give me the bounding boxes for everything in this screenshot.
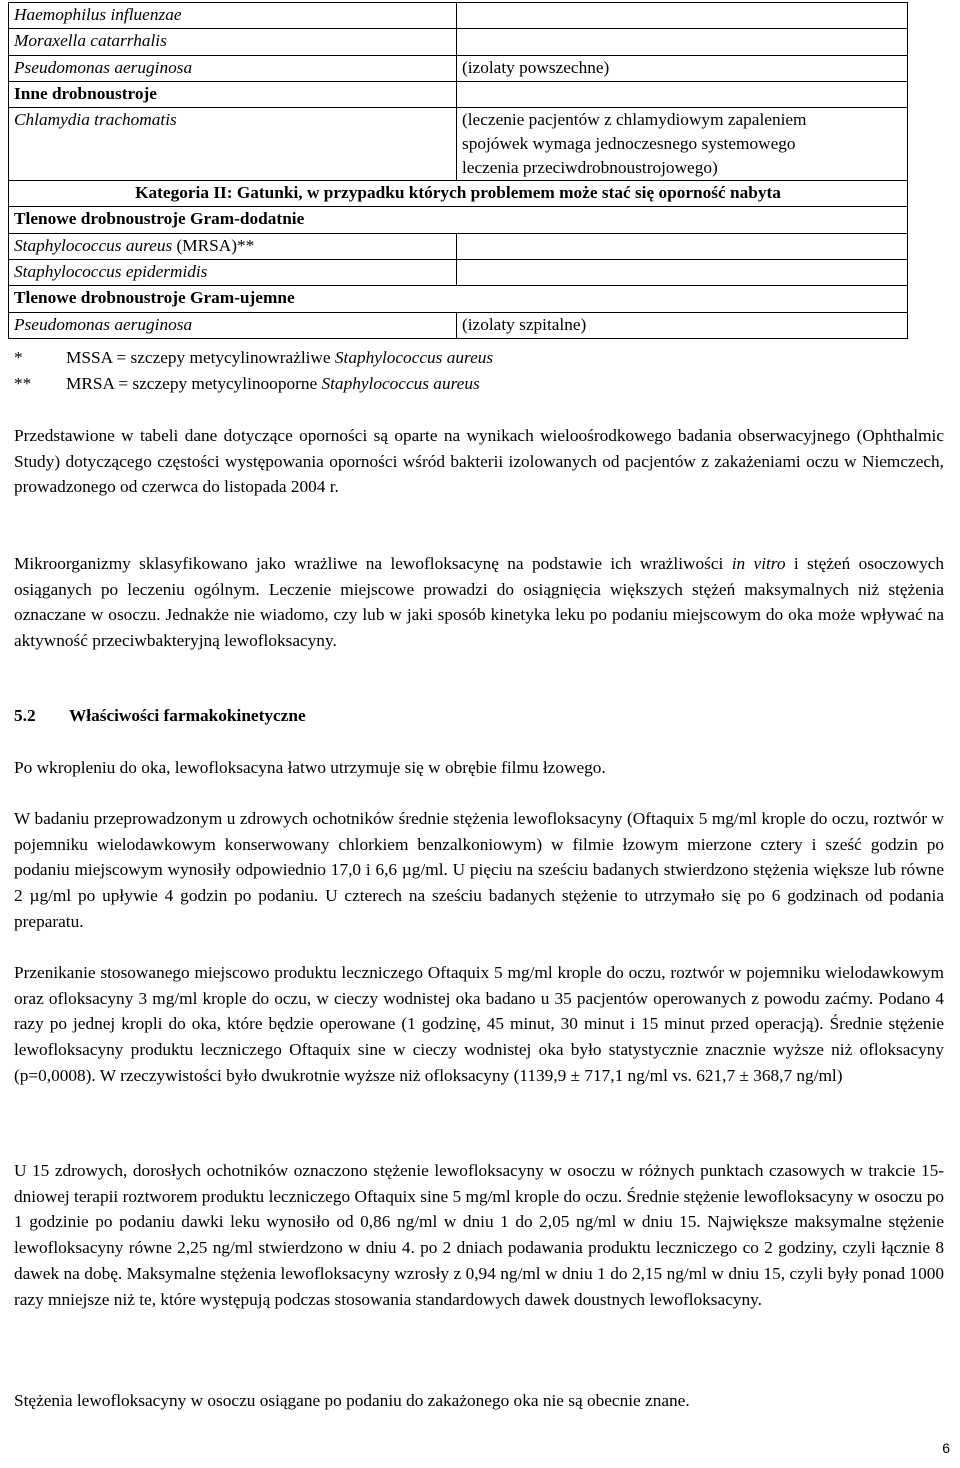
note-cell <box>457 108 908 181</box>
group-heading-cell: Inne drobnoustroje <box>9 81 457 107</box>
note-line: (leczenie pacjentów z chlamydiowym zapaleniem <box>462 110 807 130</box>
table-row <box>9 3 908 29</box>
section-title: Właściwości farmakokinetyczne <box>69 706 306 725</box>
paragraph: Przedstawione w tabeli dane dotyczące oporności są oparte na wynikach wieloośrodkowego badania obserwacyjnego (Ophthalmic Study) dotyczącego częstości występowania oporności wśród bakterii izolowanych od pacjentów z zakażeniami oczu w Niemczech, prowadzonego od czerwca do listopada 2004 r. <box>14 426 944 497</box>
paragraph: Stężenia lewofloksacyny w osoczu osiągane po podaniu do zakażonego oka nie są obecnie znane. <box>14 1391 690 1410</box>
species-suffix: (MRSA)** <box>172 235 255 255</box>
organism-cell: Chlamydia trachomatis <box>9 108 457 181</box>
table-row <box>9 312 908 338</box>
paragraph-text: Mikroorganizmy sklasyfikowano jako wrażliwe na lewofloksacynę na podstawie ich wrażliwości <box>14 554 732 573</box>
group-heading-cell: Tlenowe drobnoustroje Gram-ujemne <box>9 286 908 312</box>
table-row <box>9 181 908 207</box>
note-cell <box>457 260 908 286</box>
paragraph: Przenikanie stosowanego miejscowo produktu leczniczego Oftaquix 5 mg/ml krople do oczu, roztwór w pojemniku wielodawkowym oraz ofloksacyny 3 mg/ml krople do oczu, w cieczy wodnistej oka badano u 35 pacjentów operowanych z powodu zaćmy. Podano 4 razy po jednej kropli do oka, które będzie operowane (1 godzinę, 45 minut, 30 minut i 15 minut przed operacją). Średnie stężenie lewofloksacyny produktu leczniczego Oftaquix sine w cieczy wodnistej oka było statystycznie znacznie wyższe niż ofloksacyny (p=0,0008). W rzeczywistości było dwukrotnie wyższe niż ofloksacyny (1139,9 ± 717,1 ng/ml vs. 621,7 ± 368,7 ng/ml) <box>14 963 944 1085</box>
table-row <box>9 29 908 55</box>
note-line: leczenia przeciwdrobnoustrojowego) <box>462 158 718 178</box>
footnote-species: Staphylococcus aureus <box>334 348 494 367</box>
organism-cell: Pseudomonas aeruginosa <box>9 55 457 81</box>
footnote-mark: ** <box>14 374 32 393</box>
footnote-species: Staphylococcus aureus <box>321 374 480 393</box>
table-row <box>9 260 908 286</box>
table-row <box>9 108 908 181</box>
section-heading <box>14 703 306 729</box>
note-cell: (izolaty powszechne) <box>457 55 908 81</box>
table-row <box>9 207 908 233</box>
paragraph: W badaniu przeprowadzonym u zdrowych ochotników średnie stężenia lewofloksacyny (Oftaquix 5 mg/ml krople do oczu, roztwór w pojemniku wielodawkowym konserwowany chlorkiem benzalkoniowym) w filmie łzowym mierzone cztery i sześć godzin po podaniu miejscowym wynosiły odpowiednio 17,0 i 6,6 µg/ml. U pięciu na sześciu badanych stwierdzono stężenia większe lub równe 2 µg/ml po upływie 4 godzin po podaniu. U czterech na sześciu badanych stężenie to utrzymało się po 6 godzinach od podania preparatu. <box>14 809 944 931</box>
table-row <box>9 81 908 107</box>
paragraph-italic: in vitro <box>731 554 786 573</box>
footnote-mark: * <box>14 348 23 367</box>
organism-cell: Haemophilus influenzae <box>9 3 457 29</box>
footnote <box>14 346 493 370</box>
organism-cell: Pseudomonas aeruginosa <box>9 312 457 338</box>
note-cell <box>457 233 908 259</box>
note-line: spojówek wymaga jednoczesnego systemowego <box>462 134 796 154</box>
table-row <box>9 55 908 81</box>
species-name: Staphylococcus aureus <box>14 235 173 255</box>
note-cell <box>457 81 908 107</box>
table-row <box>9 233 908 259</box>
note-cell <box>457 3 908 29</box>
footnote-text: MSSA = szczepy metycylinowrażliwe <box>66 348 335 367</box>
note-cell <box>457 29 908 55</box>
organism-cell <box>9 233 457 259</box>
table-row <box>9 286 908 312</box>
footnote-text: MRSA = szczepy metycylinooporne <box>66 374 322 393</box>
paragraph: U 15 zdrowych, dorosłych ochotników oznaczono stężenie lewofloksacyny w osoczu w różnych punktach czasowych w trakcie 15-dniowej terapii roztworem produktu leczniczego Oftaquix sine 5 mg/ml krople do oczu. Średnie stężenie lewofloksacyny w osoczu po 1 godzinie po podaniu dawki leku wynosiło od 0,86 ng/ml w dniu 1 do 2,05 ng/ml w dniu 15. Największe maksymalne stężenie lewofloksacyny równe 2,25 ng/ml stwierdzono w dniu 4. po 2 dniach podawania produktu leczniczego co 2 godziny, czyli łącznie 8 dawek na dobę. Maksymalne stężenia lewofloksacyny wzrosły z 0,94 ng/ml w dniu 1 do 2,15 ng/ml w dniu 15, czyli były ponad 1000 razy mniejsze niż te, które występują podczas stosowania standardowych dawek doustnych lewofloksacyny. <box>14 1161 944 1309</box>
paragraph: Po wkropleniu do oka, lewofloksacyna łatwo utrzymuje się w obrębie filmu łzowego. <box>14 758 606 777</box>
organism-cell: Moraxella catarrhalis <box>9 29 457 55</box>
group-heading-cell: Tlenowe drobnoustroje Gram-dodatnie <box>9 207 908 233</box>
category-heading-cell: Kategoria II: Gatunki, w przypadku których problemem może stać się oporność nabyta <box>9 181 908 207</box>
page-number: 6 <box>942 1440 950 1456</box>
paragraph-text: i stężeń osoczowych osiąganych po leczeniu ogólnym. Leczenie miejscowe prowadzi do osiągnięcia większych stężeń maksymalnych niż stężenia oznaczane w osoczu. Jednakże nie wiadomo, czy lub w jaki sposób kinetyka leku po podaniu miejscowym do oka może wpływać na aktywność przeciwbakteryjną lewofloksacyny. <box>14 554 945 651</box>
organism-table <box>8 2 908 339</box>
note-cell: (izolaty szpitalne) <box>457 312 908 338</box>
footnote <box>14 372 480 396</box>
section-number: 5.2 <box>14 706 36 725</box>
paragraph <box>14 551 944 654</box>
organism-cell: Staphylococcus epidermidis <box>9 260 457 286</box>
